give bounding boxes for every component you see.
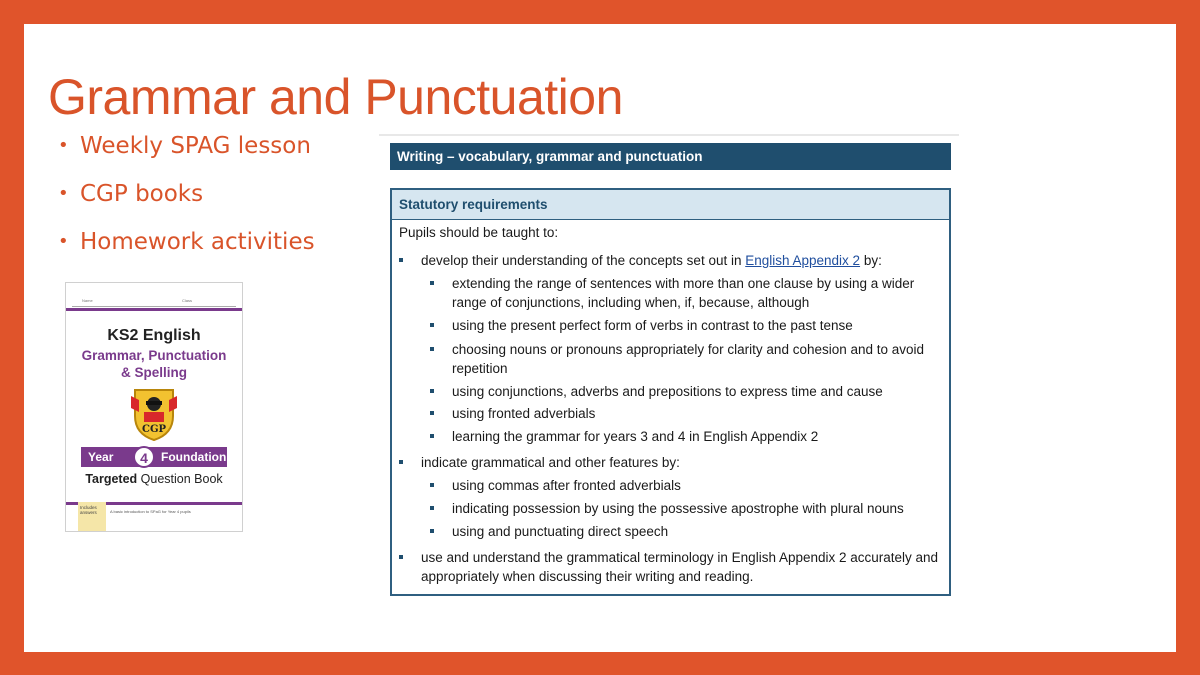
sub-requirement-item	[430, 499, 940, 518]
book-name-line	[72, 296, 236, 307]
book-title: KS2 English	[107, 327, 201, 344]
sub-requirement-item	[430, 340, 940, 378]
book-class-label: Class	[182, 298, 193, 303]
item-text: using and punctuating direct speech	[452, 524, 669, 539]
square-bullet-icon	[430, 389, 434, 393]
square-bullet-icon	[430, 347, 434, 351]
book-subtitle	[66, 347, 242, 381]
square-bullet-icon	[399, 555, 403, 559]
square-bullet-icon	[399, 258, 403, 262]
item-text: using conjunctions, adverbs and prepositions to express time and cause	[452, 384, 883, 399]
item-text: using commas after fronted adverbials	[452, 478, 681, 493]
item-text: use and understand the grammatical terminology in English Appendix 2 accurately and appropriately when discussing their writing and reading.	[421, 550, 939, 584]
sub-requirement-item	[430, 404, 940, 423]
sub-requirement-item	[430, 427, 940, 446]
bullet-item: • CGP books	[58, 176, 315, 224]
sub-requirement-item	[430, 382, 940, 401]
sub-requirement-item	[430, 476, 940, 495]
bullet-list	[58, 128, 315, 272]
sub-requirement-item	[430, 316, 940, 335]
item-text: using the present perfect form of verbs in contrast to the past tense	[452, 318, 853, 333]
book-year-bar	[81, 447, 227, 467]
cgp-book-cover-image	[65, 282, 243, 532]
book-answers-tab: Includes answers	[78, 502, 106, 532]
book-top-stripe	[66, 308, 242, 311]
square-bullet-icon	[430, 281, 434, 285]
requirement-item	[399, 548, 939, 586]
book-year-number: 4	[133, 446, 155, 468]
book-name-label: Name	[82, 298, 93, 303]
crest-logo-text: CGP	[141, 424, 167, 435]
book-type-bold: Targeted	[85, 472, 138, 486]
sub-requirement-item	[430, 522, 940, 541]
book-footer-text: A basic introduction to SPaG for Year 4 pupils	[110, 509, 191, 514]
square-bullet-icon	[399, 460, 403, 464]
requirement-item	[399, 251, 939, 270]
square-bullet-icon	[430, 323, 434, 327]
square-bullet-icon	[430, 529, 434, 533]
square-bullet-icon	[430, 434, 434, 438]
item-text: develop their understanding of the concepts set out in	[421, 253, 746, 268]
document-header: Writing – vocabulary, grammar and punctuation	[390, 143, 951, 170]
requirement-item	[399, 453, 939, 472]
book-type	[66, 472, 242, 486]
square-bullet-icon	[430, 483, 434, 487]
book-type-rest: Question Book	[140, 472, 223, 486]
book-subtitle-line1: Grammar, Punctuation	[81, 348, 227, 363]
item-text: extending the range of sentences with more than one clause by using a wider range of conjunctions, including when, if, because, although	[452, 276, 915, 310]
document-intro: Pupils should be taught to:	[399, 225, 559, 240]
statutory-requirements-title: Statutory requirements	[392, 190, 949, 220]
item-text: using fronted adverbials	[452, 406, 596, 421]
slide	[24, 24, 1176, 652]
slide-title: Grammar and Punctuation	[48, 69, 623, 125]
bullet-item: • Homework activities	[58, 224, 315, 272]
appendix-link[interactable]: English Appendix 2	[745, 253, 861, 268]
document-top-line	[379, 134, 959, 136]
sub-requirement-item	[430, 274, 940, 312]
book-level: Foundation	[161, 450, 227, 464]
bullet-item: • Weekly SPAG lesson	[58, 128, 315, 176]
book-subtitle-line2: & Spelling	[120, 365, 187, 380]
item-text: learning the grammar for years 3 and 4 in English Appendix 2	[452, 429, 819, 444]
item-text: by:	[860, 253, 882, 268]
cgp-crest-logo	[129, 386, 179, 442]
item-text: indicate grammatical and other features by:	[421, 455, 680, 470]
item-text: indicating possession by using the possessive apostrophe with plural nouns	[452, 501, 904, 516]
statutory-requirements-box	[390, 188, 951, 596]
square-bullet-icon	[430, 411, 434, 415]
book-year-word: Year	[88, 450, 114, 464]
item-text: choosing nouns or pronouns appropriately for clarity and cohesion and to avoid repetition	[452, 342, 925, 376]
square-bullet-icon	[430, 506, 434, 510]
curriculum-document-image	[379, 134, 959, 624]
